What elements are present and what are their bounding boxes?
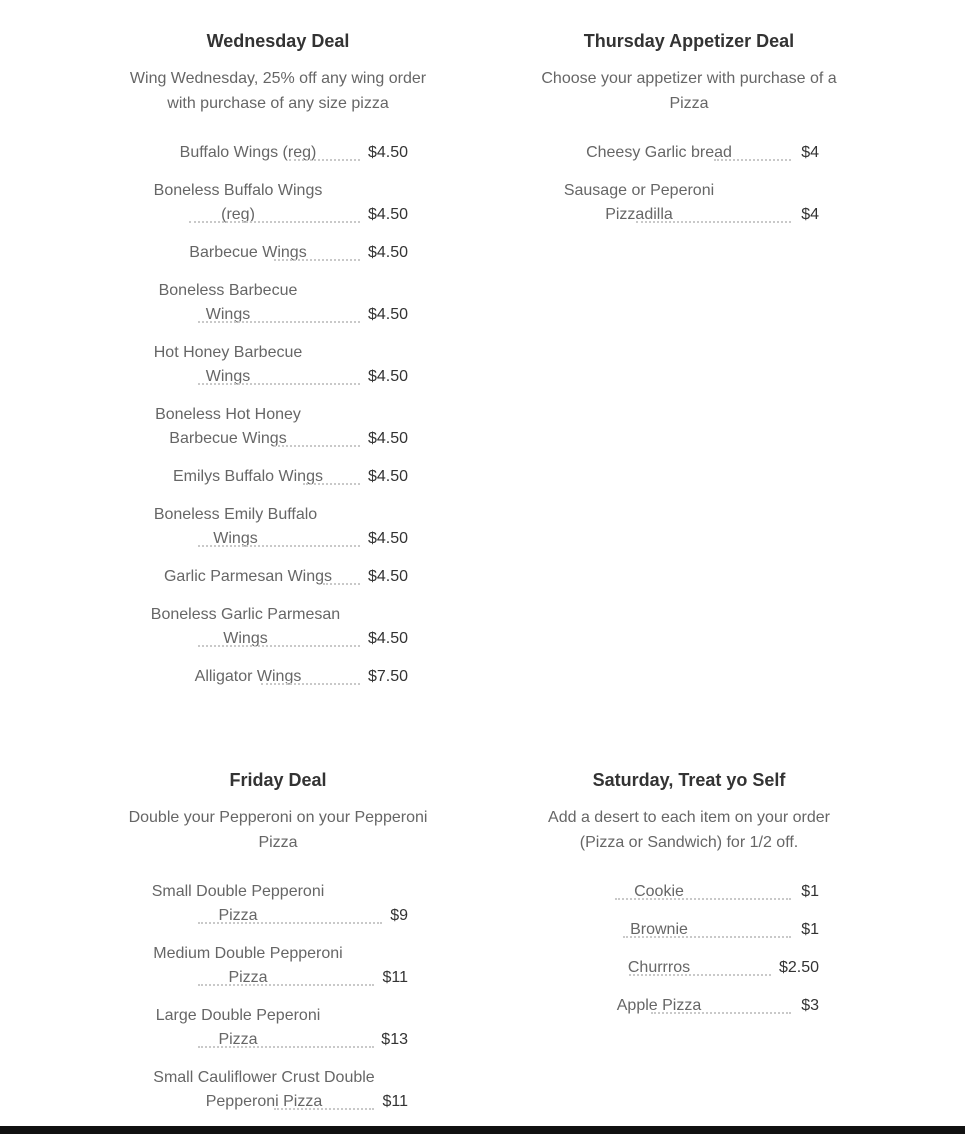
menu-item	[148, 503, 408, 551]
menu-item-price: $4.50	[367, 144, 408, 161]
menu-item-price: $4.50	[367, 244, 408, 261]
menu-item-name: Boneless Buffalo Wings (reg)	[153, 182, 323, 223]
dot-leader	[274, 445, 360, 447]
menu-item-price: $4.50	[367, 306, 408, 323]
section-title: Saturday, Treat yo Self	[592, 770, 786, 790]
menu-item-name: Small Double Pepperoni Pizza	[151, 883, 325, 924]
dot-leader	[274, 259, 360, 261]
friday-deal-section	[128, 769, 428, 1119]
dot-leader	[623, 936, 791, 938]
menu-item-name: Emilys Buffalo Wings	[173, 468, 323, 485]
menu-item-price: $4.50	[367, 630, 408, 647]
menu-item-price: $11	[382, 969, 408, 986]
dot-leader	[615, 898, 791, 900]
menu-item	[148, 603, 408, 651]
bottom-bar	[0, 1126, 965, 1134]
dot-leader	[261, 683, 360, 685]
menu-item	[148, 942, 408, 990]
menu-item-name: Alligator Wings	[194, 668, 302, 685]
thursday-deal-section	[539, 30, 839, 250]
menu-item	[559, 880, 819, 904]
section-description: Double your Pepperoni on your Pepperoni Pizza	[128, 809, 428, 851]
menu-item	[148, 880, 408, 928]
dot-leader	[629, 974, 771, 976]
dot-leader	[651, 1012, 791, 1014]
menu-item-price: $4.50	[367, 568, 408, 585]
menu-item-name: Boneless Garlic Parmesan Wings	[150, 606, 341, 647]
menu-item-name: Garlic Parmesan Wings	[163, 568, 333, 585]
menu-item	[559, 141, 819, 165]
dot-leader	[198, 984, 374, 986]
section-description: Choose your appetizer with purchase of a Pizza	[541, 70, 837, 112]
menu-item-price: $2.50	[778, 959, 819, 976]
menu-item	[148, 279, 408, 327]
menu-item-price: $1	[801, 883, 819, 900]
menu-item-price: $4	[801, 144, 819, 161]
menu-item-name: Sausage or Peperoni Pizzadilla	[563, 182, 715, 223]
menu-item	[148, 241, 408, 265]
menu-item-price: $4.50	[367, 468, 408, 485]
dot-leader	[714, 159, 791, 161]
menu-item	[148, 1066, 408, 1114]
dot-leader	[198, 545, 360, 547]
menu-item-name: Buffalo Wings (reg)	[179, 144, 317, 161]
dot-leader	[274, 1108, 374, 1110]
menu-item-name: Small Cauliflower Crust Double Pepperoni Pizza	[153, 1069, 375, 1110]
menu-item-price: $3	[801, 997, 819, 1014]
menu-item-name: Medium Double Pepperoni Pizza	[153, 945, 343, 986]
menu-item	[148, 665, 408, 689]
dot-leader	[323, 583, 360, 585]
section-description: Add a desert to each item on your order (Pizza or Sandwich) for 1/2 off.	[548, 809, 830, 851]
menu-item	[148, 403, 408, 451]
menu-item-price: $4.50	[367, 206, 408, 223]
menu-item-price: $4.50	[367, 368, 408, 385]
menu-item-name: Hot Honey Barbecue Wings	[153, 344, 303, 385]
section-title: Thursday Appetizer Deal	[583, 31, 795, 51]
section-title: Friday Deal	[229, 770, 327, 790]
menu-item	[559, 179, 819, 227]
menu-item	[148, 565, 408, 589]
menu-item	[148, 465, 408, 489]
menu-item	[148, 341, 408, 389]
menu-item	[148, 1004, 408, 1052]
dot-leader	[198, 922, 382, 924]
dot-leader	[198, 1046, 374, 1048]
dot-leader	[189, 221, 360, 223]
menu-item-price: $13	[381, 1031, 408, 1048]
menu-item	[559, 994, 819, 1018]
menu-item	[559, 918, 819, 942]
menu-item-price: $9	[390, 907, 408, 924]
menu-item-price: $1	[801, 921, 819, 938]
dot-leader	[303, 483, 360, 485]
menu-item-name: Boneless Hot Honey Barbecue Wings	[155, 406, 301, 447]
section-title: Wednesday Deal	[206, 31, 350, 51]
dot-leader	[198, 321, 360, 323]
dot-leader	[636, 221, 791, 223]
menu-item-name: Barbecue Wings	[189, 244, 307, 261]
dot-leader	[198, 383, 360, 385]
menu-item	[559, 956, 819, 980]
menu-item-name: Churrros	[627, 959, 691, 976]
saturday-deal-section	[539, 769, 839, 1029]
menu-item	[148, 179, 408, 227]
menu-item-name: Cheesy Garlic bread	[586, 144, 732, 161]
menu-item-name: Boneless Barbecue Wings	[158, 282, 298, 323]
menu-item-name: Apple Pizza	[616, 997, 702, 1014]
menu-item-name: Boneless Emily Buffalo Wings	[153, 506, 318, 547]
wednesday-deal-section	[128, 30, 428, 710]
menu-item-price: $4.50	[367, 530, 408, 547]
menu-item-price: $4.50	[367, 430, 408, 447]
menu-item-name: Large Double Peperoni Pizza	[155, 1007, 321, 1048]
dot-leader	[198, 645, 360, 647]
menu-item-price: $11	[382, 1093, 408, 1110]
menu-item-name: Brownie	[630, 921, 688, 938]
section-description: Wing Wednesday, 25% off any wing order with purchase of any size pizza	[129, 70, 427, 112]
dot-leader	[289, 159, 360, 161]
menu-item-price: $7.50	[367, 668, 408, 685]
menu-item-price: $4	[801, 206, 819, 223]
menu-item	[148, 141, 408, 165]
menu-item-name: Cookie	[634, 883, 684, 900]
